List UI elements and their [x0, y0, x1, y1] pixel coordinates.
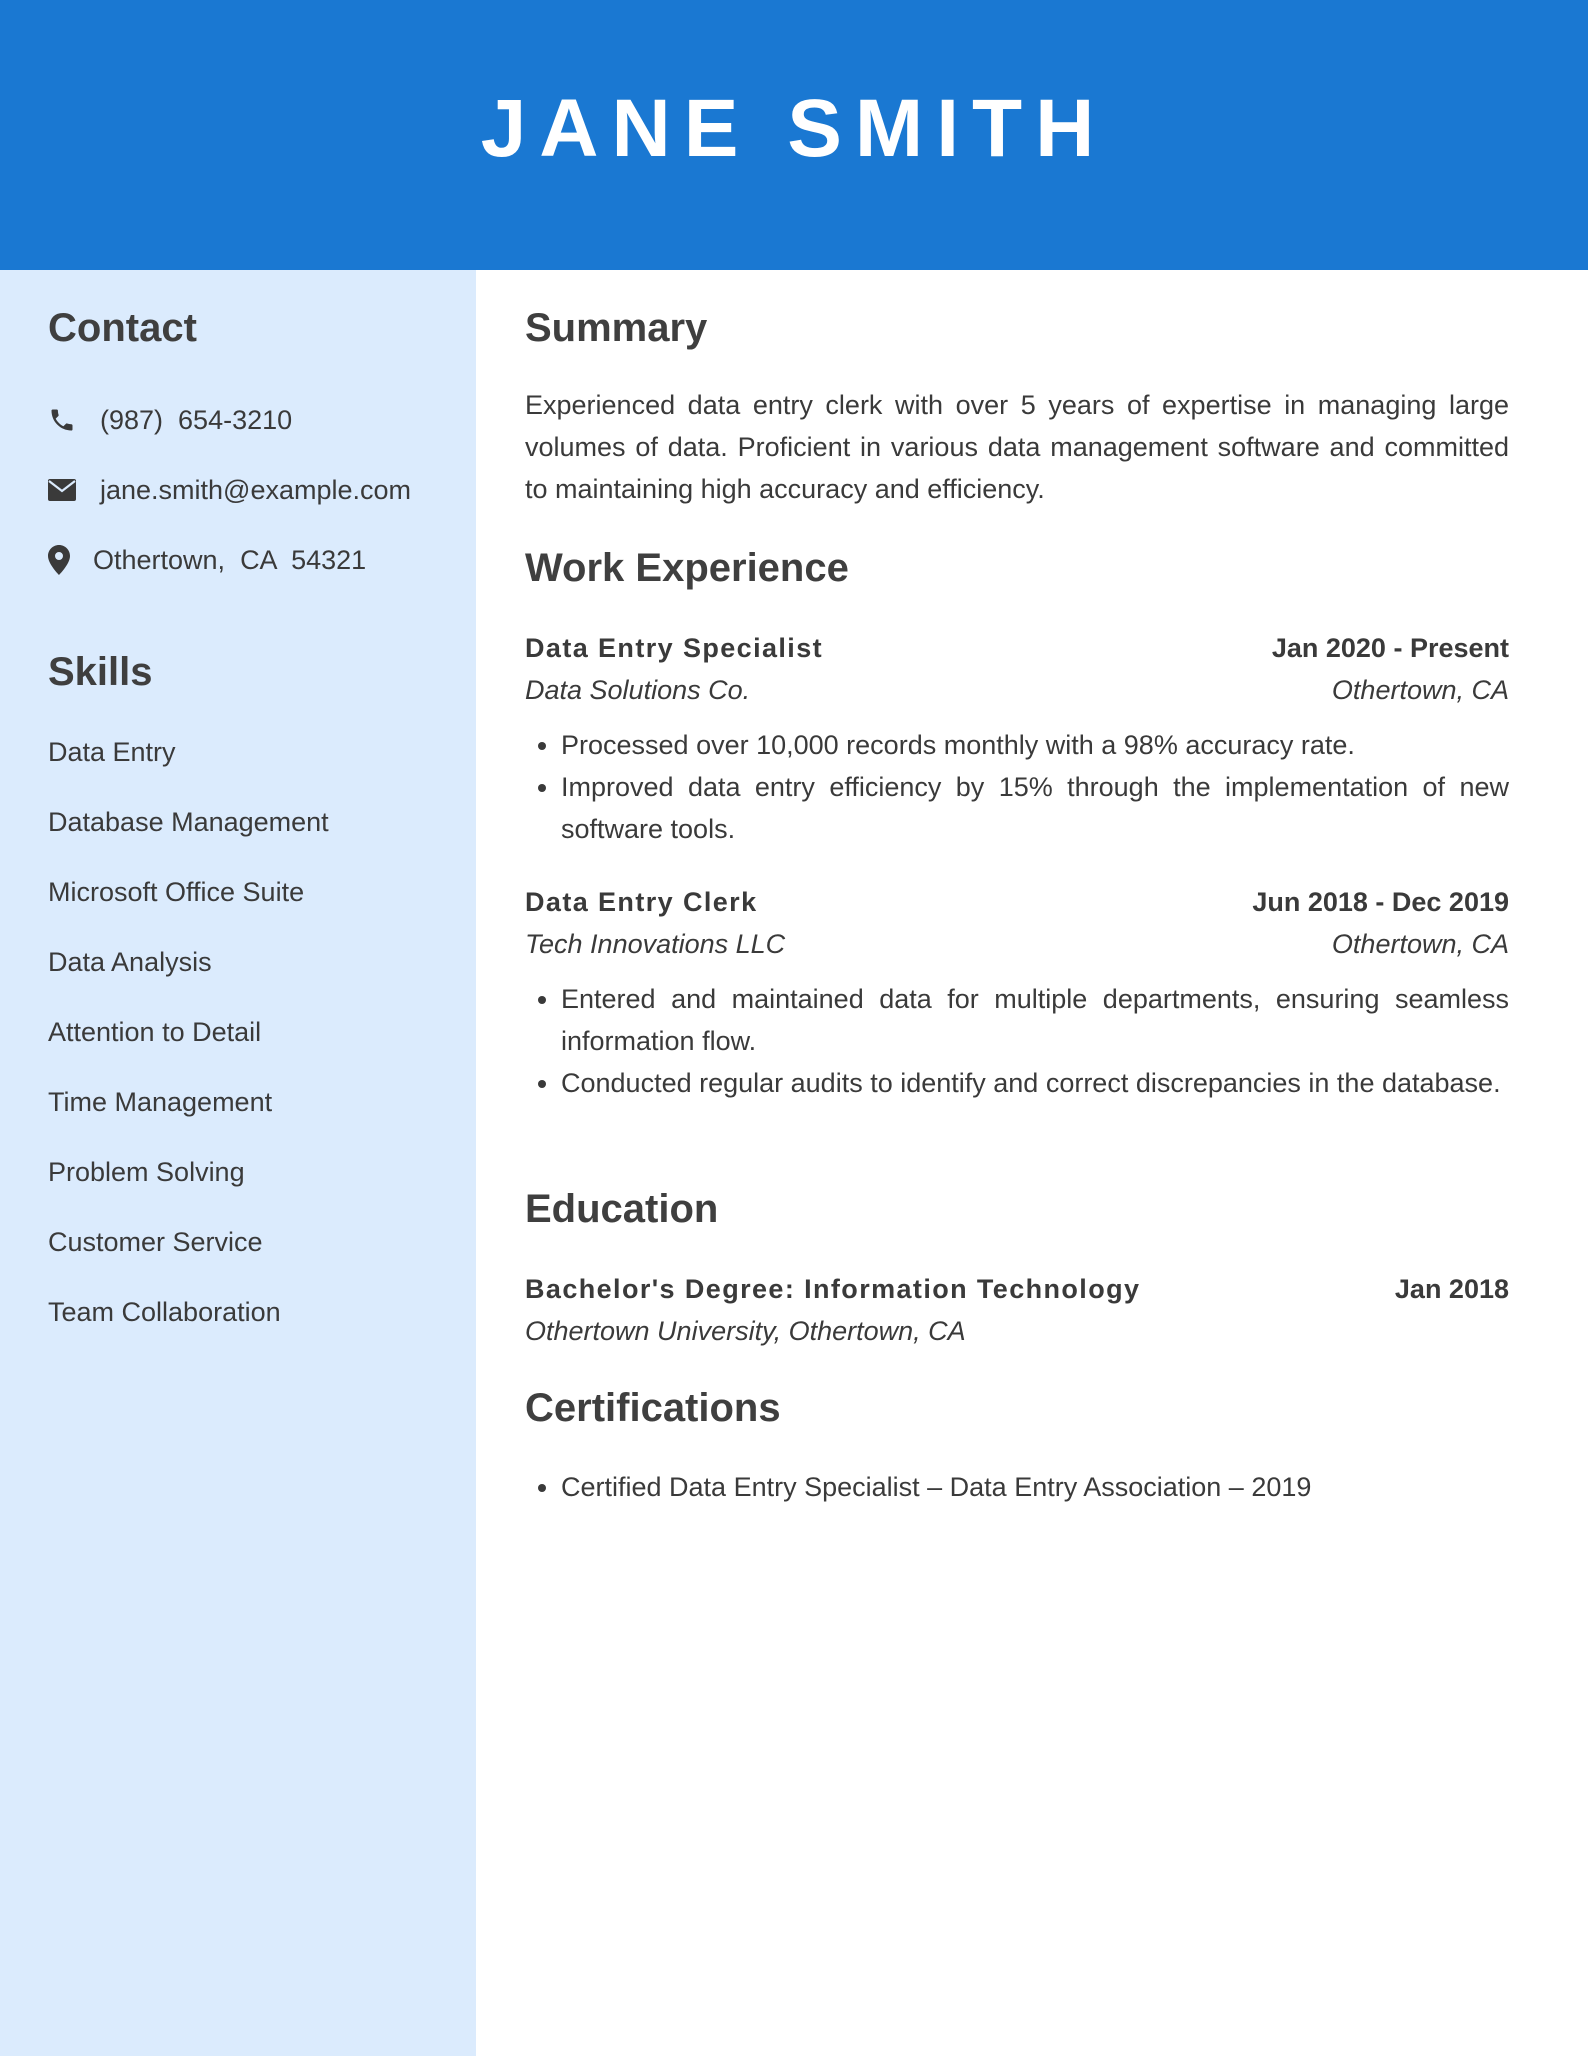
phone-icon	[48, 406, 100, 434]
skills-heading: Skills	[48, 650, 153, 694]
summary-text: Experienced data entry clerk with over 5 years of expertise in managing large volumes of data. Proficient in various data management software and committed to maintaining high accuracy and efficiency.	[525, 390, 1509, 504]
job-location: Othertown, CA	[1331, 929, 1509, 959]
skill-item: Problem Solving	[48, 1157, 245, 1187]
job-location: Othertown, CA	[1331, 675, 1509, 705]
contact-location	[48, 540, 366, 580]
skill-item: Data Analysis	[48, 947, 212, 977]
skill-item: Attention to Detail	[48, 1017, 262, 1047]
job-subheader	[525, 669, 1509, 711]
skill-item: Data Entry	[48, 737, 176, 767]
job-bullet: • Entered and maintained data for multiple departments, ensuring seamless information flow.	[561, 978, 1509, 1062]
job-bullet: • Processed over 10,000 records monthly with a 98% accuracy rate.	[561, 724, 1509, 766]
job-bullets	[525, 724, 1509, 850]
envelope-icon	[48, 479, 100, 501]
job-bullet: • Improved data entry efficiency by 15% through the implementation of new software tools.	[561, 766, 1509, 850]
job-bullet: • Conducted regular audits to identify and correct discrepancies in the database.	[561, 1062, 1509, 1104]
job-dates: Jun 2018 - Dec 2019	[1252, 887, 1509, 917]
sidebar	[0, 270, 476, 2056]
contact-email	[48, 470, 411, 510]
job-dates: Jan 2020 - Present	[1271, 633, 1509, 663]
skill-item: Database Management	[48, 807, 329, 837]
education-heading: Education	[525, 1187, 719, 1231]
contact-phone	[48, 400, 292, 440]
job-header	[525, 627, 1509, 669]
candidate-name: JANE SMITH	[480, 83, 1108, 174]
education-header	[525, 1268, 1509, 1310]
summary-heading: Summary	[525, 306, 708, 350]
school-name: Othertown University, Othertown, CA	[525, 1316, 966, 1346]
degree-date: Jan 2018	[1394, 1274, 1509, 1304]
header-banner	[0, 0, 1588, 270]
skill-item: Team Collaboration	[48, 1297, 281, 1327]
experience-heading: Work Experience	[525, 546, 849, 590]
email-address: jane.smith@example.com	[100, 474, 412, 505]
job-title: Data Entry Specialist	[525, 633, 824, 663]
skill-item: Customer Service	[48, 1227, 263, 1257]
job-subheader	[525, 923, 1509, 965]
location-pin-icon	[48, 545, 93, 575]
certification-item: • Certified Data Entry Specialist – Data Entry Association – 2019	[561, 1466, 1509, 1508]
job-title: Data Entry Clerk	[525, 887, 758, 917]
education-subheader	[525, 1310, 1509, 1352]
skill-item: Microsoft Office Suite	[48, 877, 305, 907]
degree-title: Bachelor's Degree: Information Technology	[525, 1274, 1141, 1304]
location-text: Othertown, CA 54321	[93, 544, 367, 575]
job-bullets	[525, 978, 1509, 1104]
contact-heading: Contact	[48, 306, 197, 350]
job-company: Data Solutions Co.	[525, 675, 751, 705]
certification-list	[525, 1466, 1509, 1508]
job-company: Tech Innovations LLC	[525, 929, 786, 959]
phone-number: (987) 654-3210	[100, 404, 293, 435]
skill-item: Time Management	[48, 1087, 273, 1117]
job-header	[525, 881, 1509, 923]
certifications-heading: Certifications	[525, 1386, 781, 1430]
